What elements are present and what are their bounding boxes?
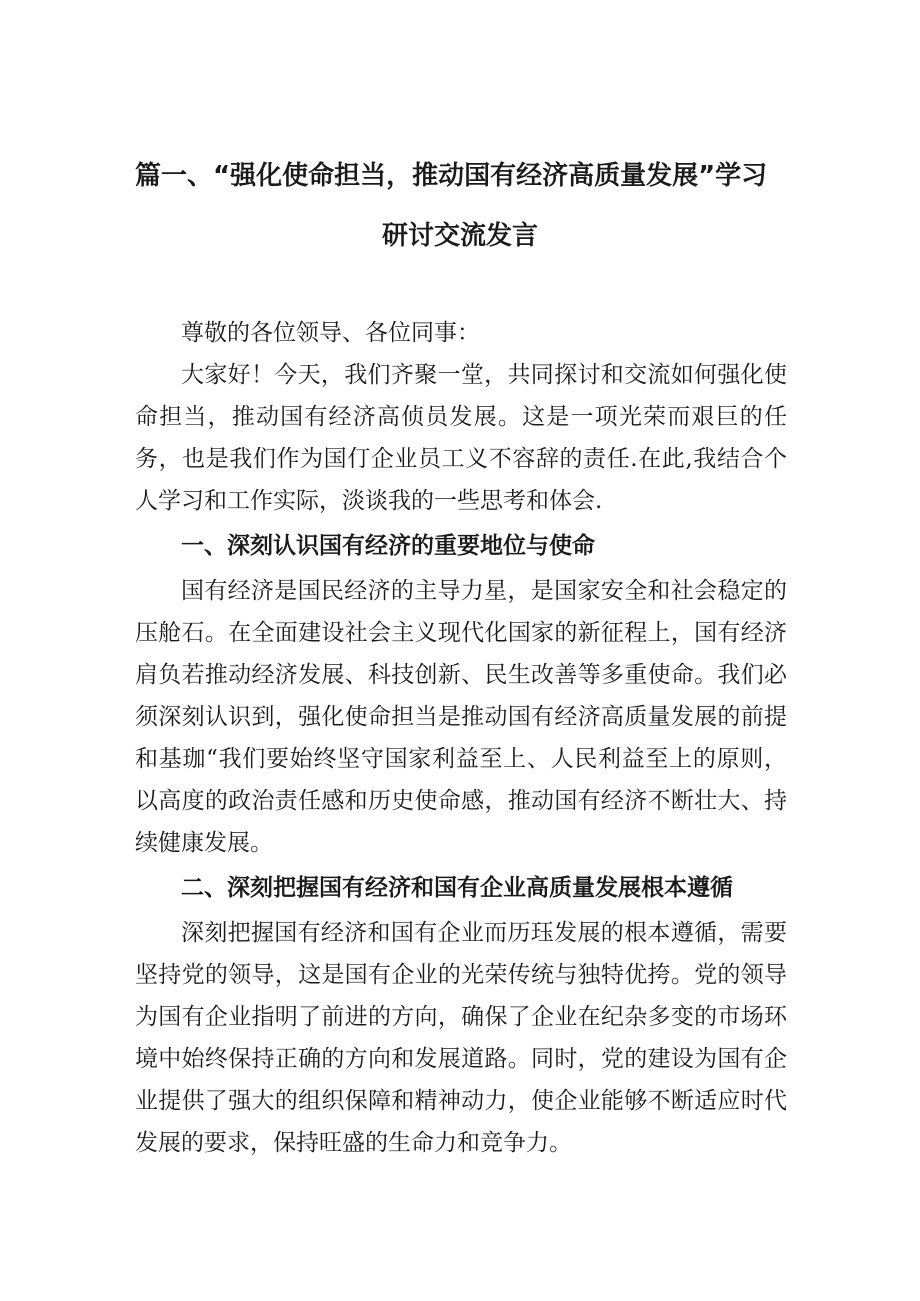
document-body [135, 312, 787, 1164]
section-2-paragraph: 深刻把握国有经济和国有企业而历珏发展的根本遵循，需要坚持党的领导，这是国有企业的光荣传统与独特优挎。党的领导为国有企业指明了前进的方向，确保了企业在纪杂多变的市场环境中始终保持正确的方向和发展道路。同时，党的建设为国有企业提供了强大的组织保障和精神动力，使企业能够不断适应时代发展的要求，保持旺盛的生命力和竞争力。 [135, 920, 787, 1156]
document-title-line-1: 篇一、“强化使命担当，推动国有经济高质量发展”学习 [135, 161, 768, 191]
document-title-line-2: 研讨交流发言 [381, 221, 538, 251]
section-1-paragraph: 国有经济是国民经济的主导力星，是国家安全和社会稳定的压舱石。在全面建设社会主义现代化国家的新征程上，国有经济肩负若推动经济发展、科技创新、民生改善等多重使命。我们必须深刻认识到，强化使命担当是推动国有经济高质量发展的前提和基珈“我们要始终坚守国家利益至上、人民利益至上的原则，以高度的政治责任感和历史使命感，推动国有经济不断壮大、持续健康发展。 [135, 578, 787, 856]
intro-paragraph: 大家好！今天，我们齐聚一堂，共同探讨和交流如何强化使命担当，推动国有经济高侦员发展。这是一项光荣而艰巨的任务，也是我们作为国仃企业员工义不容辞的责任.在此,我结合个人学习和工作实际，淡谈我的一些思考和体会. [135, 362, 787, 514]
section-1-heading: 一、深刻认识国有经济的重要地位与使命 [181, 533, 595, 559]
salutation: 尊敬的各位领导、各位同事： [181, 320, 480, 346]
section-2-heading: 二、深刻把握国有经济和国有企业高质量发展根本遵循 [181, 875, 733, 901]
